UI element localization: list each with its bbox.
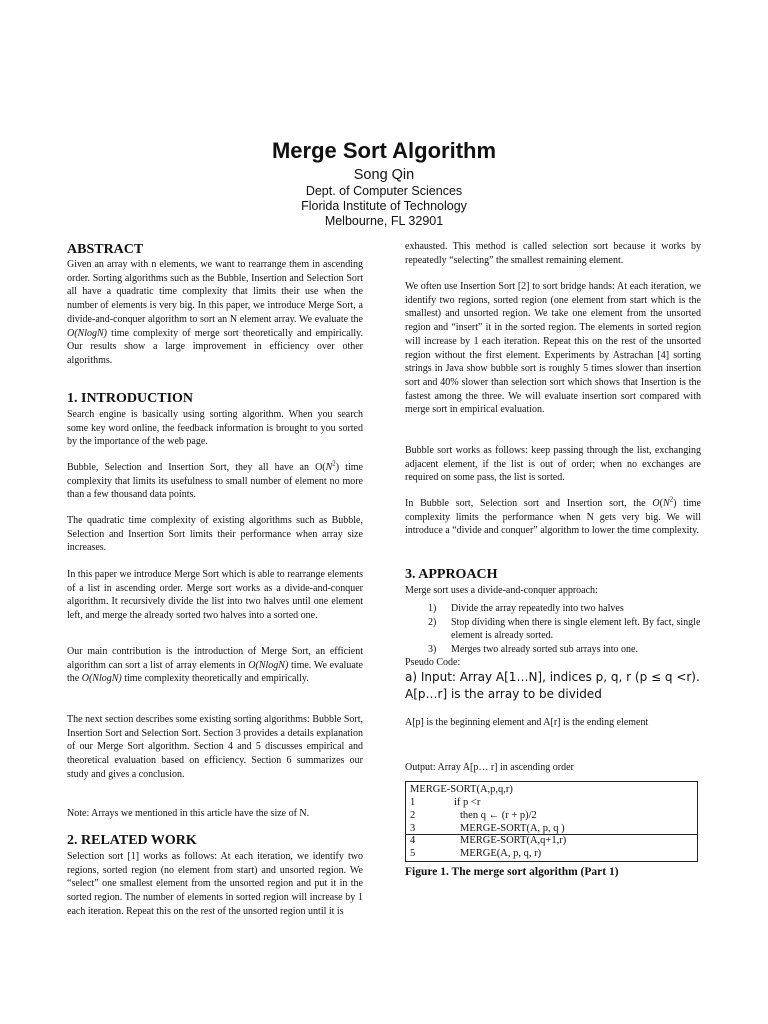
related-paragraph-2-block bbox=[405, 280, 701, 417]
step-number: 2) bbox=[428, 616, 437, 628]
related-p4-paren-close: ) bbox=[673, 498, 677, 509]
related-p4-paren-open: ( bbox=[659, 498, 663, 509]
approach-intro-block bbox=[405, 584, 701, 598]
related-work-heading: 2. RELATED WORK bbox=[67, 833, 197, 848]
figure-caption: Figure 1. The merge sort algorithm (Part 1) bbox=[405, 866, 619, 878]
step-number: 1) bbox=[428, 603, 437, 614]
abstract-section bbox=[67, 258, 363, 368]
related-paragraph-4-block bbox=[405, 497, 701, 538]
affiliation-location: Melbourne, FL 32901 bbox=[324, 214, 444, 228]
related-paragraph-3-block bbox=[405, 444, 701, 485]
abstract-text-2: time complexity of merge sort theoretically and empirically. Our results show a large improvement in efficiency over other algorithms. bbox=[67, 327, 363, 366]
related-paragraph-3: Bubble sort works as follows: keep passing through the list, exchanging adjacent element, if the list is out of order; when no exchanges are required on some pass, the list is sorted. bbox=[405, 445, 701, 484]
approach-intro: Merge sort uses a divide-and-conquer approach: bbox=[405, 585, 598, 596]
intro-note-block bbox=[67, 807, 363, 821]
input-spec-line-2: A[p…r] is the array to be divided bbox=[405, 687, 602, 701]
output-spec-block bbox=[405, 761, 701, 775]
line-number: 3 bbox=[410, 823, 416, 834]
intro-paragraph-6-block bbox=[67, 713, 363, 782]
intro-paragraph-3-block bbox=[67, 514, 363, 555]
intro-paragraph-5-block bbox=[67, 645, 363, 686]
code-text: if p <r bbox=[454, 797, 481, 808]
intro-paragraph-5 bbox=[67, 645, 363, 686]
code-text: MERGE-SORT(A, p, q ) bbox=[460, 823, 565, 834]
abstract-paragraph bbox=[67, 258, 363, 368]
related-paragraph-1-continued-block bbox=[405, 240, 701, 267]
intro-paragraph-4-block bbox=[67, 568, 363, 623]
related-p4-text-b: time complexity limits the performance when N gets very big. We will introduce a “divide and conquer” algorithm to lower the time complexity. bbox=[405, 498, 701, 537]
code-text: MERGE-SORT(A,q+1,r) bbox=[460, 835, 567, 846]
pseudo-code-label-block bbox=[405, 656, 701, 670]
approach-heading: 3. APPROACH bbox=[405, 567, 498, 582]
author-name: Song Qin bbox=[353, 167, 415, 183]
output-spec: Output: Array A[p… r] in ascending order bbox=[405, 762, 574, 773]
approach-steps-list bbox=[405, 602, 701, 656]
related-p4-n: N bbox=[662, 498, 670, 509]
intro-paragraph-1: Search engine is basically using sorting algorithm. When you search some key word online, the feedback information is brought to you sorted by the importance of the web page. bbox=[67, 409, 363, 448]
pseudo-code-label: Pseudo Code: bbox=[405, 657, 461, 668]
line-number: 4 bbox=[410, 835, 416, 846]
line-number: 1 bbox=[410, 797, 416, 808]
affiliation-institute: Florida Institute of Technology bbox=[301, 199, 467, 213]
related-paragraph-1-continued: exhausted. This method is called selection sort because it works by repeatedly “selecting” the smallest remaining element. bbox=[405, 241, 701, 266]
list-item bbox=[405, 643, 701, 657]
intro-p5-text-c: time complexity theoretically and empirically. bbox=[121, 673, 309, 685]
intro-paragraph-4: In this paper we introduce Merge Sort which is able to rearrange elements of a list in ascending order. Merge sort works as a divide-and-conquer algorithm. It recursively divide the list into two halves until one element left, and merge the already sorted two halves into a sorted one. bbox=[67, 569, 363, 622]
intro-p2-exponent: 2 bbox=[332, 459, 336, 468]
line-number: 2 bbox=[410, 810, 416, 821]
array-bounds-note: A[p] is the beginning element and A[r] is the ending element bbox=[405, 717, 649, 728]
step-number: 3) bbox=[428, 643, 437, 655]
pseudo-code-box-continued bbox=[405, 834, 698, 862]
intro-p5-text-a: Our main contribution is the introduction of Merge Sort, an efficient algorithm can sort a list of array elements in bbox=[67, 646, 363, 671]
related-p4-text-a: In Bubble sort, Selection sort and Insertion sort, the bbox=[405, 498, 653, 509]
intro-p5-complexity-2: O(NlogN) bbox=[81, 673, 122, 685]
intro-paragraph-3: The quadratic time complexity of existing algorithms such as Bubble, Selection and Insertion Sort limits their performance when array size increases. bbox=[67, 515, 363, 554]
abstract-complexity: O(NlogN) bbox=[67, 327, 107, 339]
pseudo-code-box bbox=[405, 781, 698, 835]
code-header: MERGE-SORT(A,p,q,r) bbox=[410, 784, 513, 795]
related-paragraph-2: We often use Insertion Sort [2] to sort bridge hands: At each iteration, we identify two regions, sorted region (one element from start which is the smallest) and unsorted region. We take one element from the unsorted region and “insert” it in the sorted region. The elements in sorted region will increase by 1 each iteration. Repeat this on the rest of the unsorted region without the first element. Experiments by Astrachan [4] sorting strings in Java show bubble sort is roughly 5 times slower than insertion sort and 40% slower than selection sort which shows that Insertion is the fastest among the three. We will evaluate insertion sort compared with merge sort in empirical evaluation. bbox=[405, 281, 701, 416]
intro-p2-text-b: ) time complexity that limits its usefulness to small number of element no more than a few thousand data points. bbox=[67, 462, 363, 501]
input-spec-line-1: a) Input: Array A[1…N], indices p, q, r (p ≤ q <r). bbox=[405, 670, 700, 684]
list-item bbox=[405, 602, 701, 616]
related-p4-exponent: 2 bbox=[669, 495, 674, 504]
code-text: MERGE(A, p, q, r) bbox=[460, 848, 542, 859]
step-text: Merges two already sorted sub arrays into one. bbox=[451, 643, 638, 655]
intro-paragraph-2-block bbox=[67, 461, 363, 502]
paper-title: Merge Sort Algorithm bbox=[271, 138, 497, 163]
intro-paragraph-1-block bbox=[67, 408, 363, 449]
step-text: Stop dividing when there is single element left. By fact, single element is already sorted. bbox=[451, 616, 701, 641]
abstract-heading: ABSTRACT bbox=[67, 242, 144, 257]
intro-p5-text-b: time. We evaluate the bbox=[67, 659, 363, 685]
intro-p5-complexity-1: O(NlogN) bbox=[248, 659, 289, 671]
related-p4-o: O bbox=[652, 498, 660, 509]
intro-paragraph-2 bbox=[67, 461, 363, 502]
affiliation-department: Dept. of Computer Sciences bbox=[305, 184, 463, 198]
intro-p2-n: N bbox=[325, 462, 333, 473]
intro-note: Note: Arrays we mentioned in this article have the size of N. bbox=[67, 808, 310, 819]
code-text: then q ← (r + p)/2 bbox=[460, 810, 537, 821]
intro-paragraph-6: The next section describes some existing sorting algorithms: Bubble Sort, Insertion Sort and Selection Sort. Section 3 provides a details explanation of our Merge Sort algorithm. Section 4 and 5 discusses empirical and theoretical evaluation based on efficiency. Section 6 summarizes our study and gives a conclusion. bbox=[67, 714, 363, 780]
list-item bbox=[405, 616, 701, 643]
abstract-text-1: Given an array with n elements, we want to rearrange them in ascending order. Sorting algorithms such as the Bubble, Insertion and Selection Sort all have a quadratic time complexity that limits their use when the number of elements is very big. In this paper, we introduce Merge Sort, a divide-and-conquer algorithm to sort an N element array. We evaluate the bbox=[67, 259, 363, 325]
related-paragraph-1: Selection sort [1] works as follows: At each iteration, we identify two regions, sorted region (no element from start) and unsorted region. We “select” one smallest element from the unsorted region and put it in the sorted region. The number of elements in sorted region will increase by 1 each iteration. Repeat this on the rest of the unsorted region until it is bbox=[67, 851, 363, 917]
related-paragraph-4 bbox=[405, 497, 701, 538]
array-bounds-note-block bbox=[405, 716, 701, 730]
related-paragraph-1-block bbox=[67, 850, 363, 919]
line-number: 5 bbox=[410, 848, 416, 859]
intro-p2-text-a: Bubble, Selection and Insertion Sort, they all have an O( bbox=[67, 462, 326, 473]
introduction-heading: 1. INTRODUCTION bbox=[67, 391, 194, 406]
step-text: Divide the array repeatedly into two halves bbox=[451, 603, 624, 614]
